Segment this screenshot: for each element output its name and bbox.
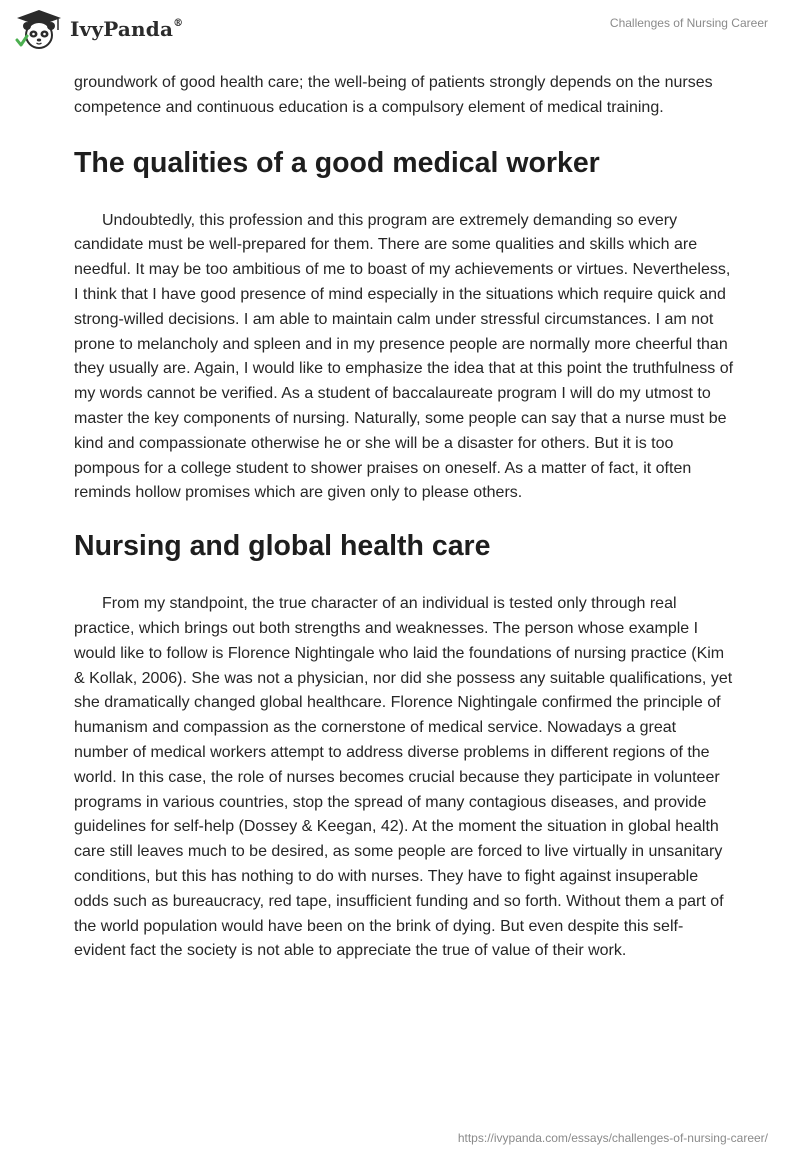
ivypanda-logo[interactable] (14, 8, 183, 50)
panda-graduate-icon (14, 8, 64, 50)
source-url[interactable]: https://ivypanda.com/essays/challenges-of-nursing-career/ (457, 1131, 768, 1145)
section-heading-global-health: Nursing and global health care (74, 530, 491, 563)
brand-name: IvyPanda® (70, 17, 184, 41)
section-heading-qualities: The qualities of a good medical worker (74, 146, 600, 179)
section-paragraph-global-health: From my standpoint, the true character of an individual is tested only through real practice, which brings out both strengths and weaknesses. The person whose example I would like to follow is Florence Nightingale who laid the foundations of nursing practice (Kim & Kollak, 2006). She was not a physician, nor did she possess any suitable qualifications, yet she dramatically changed global healthcare. Florence Nightingale confirmed the principle of humanism and compassion as the cornerstone of medical service. Nowadays a great number of medical workers attempt to address diverse problems in different regions of the world. In this case, the role of nurses becomes crucial because they participate in volunteer programs in various countries, stop the spread of many contagious diseases, and provide guidelines for self-help (Dossey & Keegan, 42). At the moment the situation in global health care still leaves much to be desired, as some people are forced to live virtually in unsanitary conditions, but this has nothing to do with nurses. They have to fight against insuperable odds such as bureaucracy, red tape, insufficient funding and so forth. Without them a part of the world population would have been on the brink of dying. But even despite this self-evident fact the society is not able to appreciate the true of value of their work. (74, 595, 733, 960)
page-header (0, 0, 800, 64)
registered-mark: ® (173, 18, 184, 30)
section-paragraph-qualities: Undoubtedly, this profession and this program are extremely demanding so every candidate must be well-prepared for them. There are some qualities and skills which are needful. It may be too ambitious of me to boast of my achievements or virtues. Nevertheless, I think that I have good presence of mind especially in the situations which require quick and strong-willed decisions. I am able to maintain calm under stressful circumstances. I am not prone to melancholy and spleen and in my presence people are normally more cheerful than they usually are. Again, I would like to emphasize the idea that at this point the truthfulness of my words cannot be verified. As a student of baccalaureate program I will do my utmost to master the key components of nursing. Naturally, some people can say that a nurse must be kind and compassionate otherwise he or she will be a disaster for others. But it is too pompous for a college student to shower praises on oneself. As a matter of fact, it often reminds hollow promises which are given only to please others. (74, 211, 734, 502)
essay-content (74, 71, 734, 964)
document-title: Challenges of Nursing Career (609, 16, 768, 30)
intro-paragraph: groundwork of good health care; the well-being of patients strongly depends on the nurses competence and continuous education is a compulsory element of medical training. (74, 74, 713, 116)
